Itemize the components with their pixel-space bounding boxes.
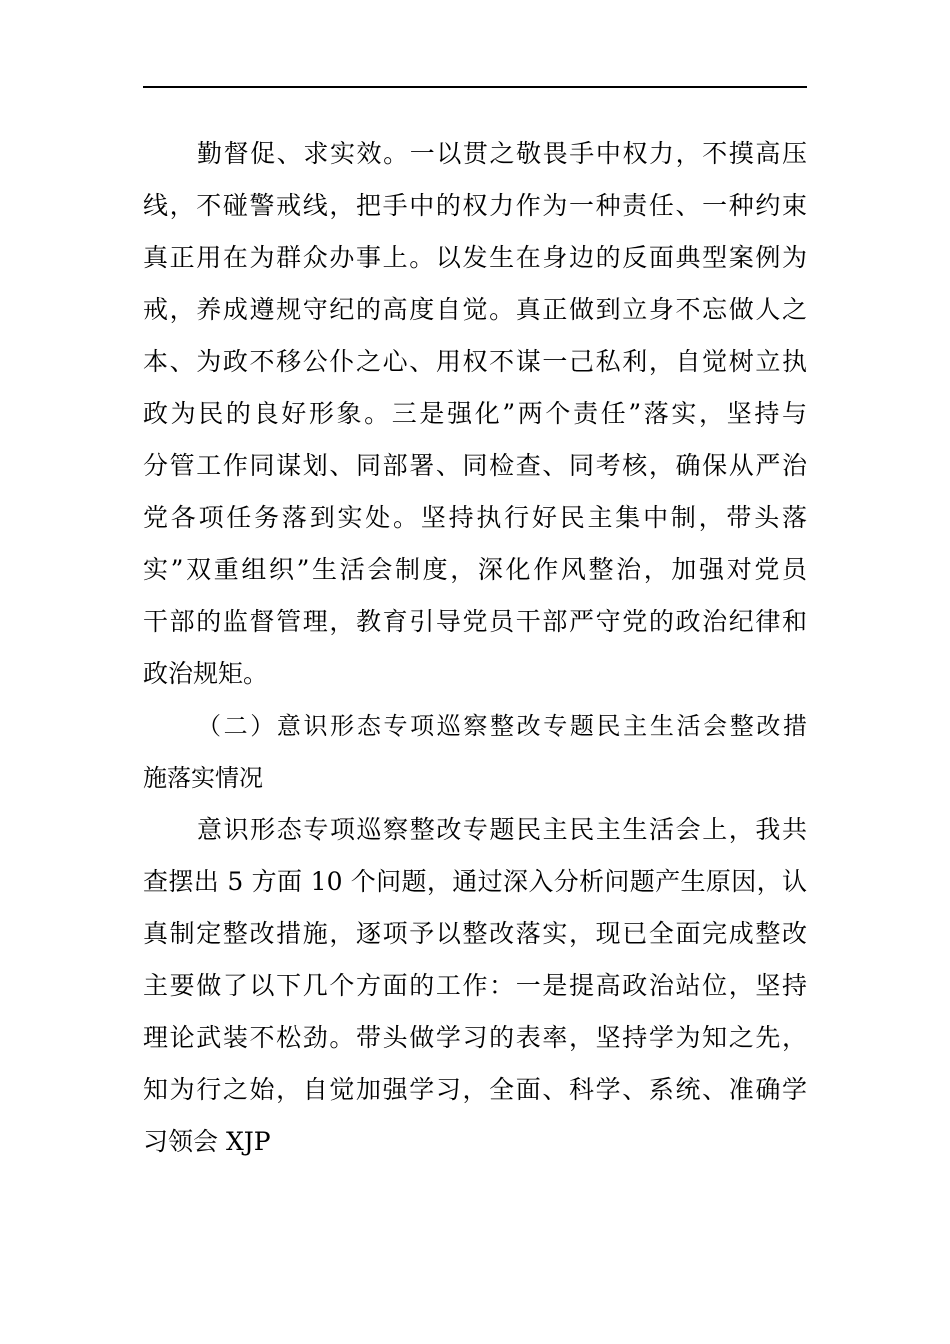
text-line: 政治规矩。 [143, 659, 269, 688]
paragraph-rectification [143, 804, 807, 1168]
text-line: 主要做了以下几个方面的工作：一是提高政治站位，坚持 [143, 971, 807, 1000]
text-line: 真正用在为群众办事上。以发生在身边的反面典型案例为 [143, 243, 807, 272]
header-rule [143, 86, 807, 88]
paragraph-discipline [143, 128, 807, 700]
text-line: 干部的监督管理，教育引导党员干部严守党的政治纪律和 [143, 607, 807, 636]
text-line: 实”双重组织”生活会制度，深化作风整治，加强对党员 [143, 555, 807, 584]
heading-line: 施落实情况 [143, 764, 263, 792]
text-line: 分管工作同谋划、同部署、同检查、同考核，确保从严治 [143, 451, 807, 480]
text-line: 勤督促、求实效。一以贯之敬畏手中权力，不摸高压 [197, 139, 807, 168]
document-body [143, 128, 807, 1168]
text-line: 真制定整改措施，逐项予以整改落实，现已全面完成整改 [143, 919, 807, 948]
text-line: 意识形态专项巡察整改专题民主民主生活会上，我共 [197, 815, 807, 844]
text-line: 党各项任务落到实处。坚持执行好民主集中制，带头落 [143, 503, 807, 532]
text-line: 理论武装不松劲。带头做学习的表率，坚持学为知之先， [143, 1023, 807, 1052]
text-line: 戒，养成遵规守纪的高度自觉。真正做到立身不忘做人之 [143, 295, 807, 324]
text-line: 知为行之始，自觉加强学习，全面、科学、系统、准确学 [143, 1075, 807, 1104]
text-line: 习领会 XJP [143, 1127, 271, 1156]
heading-line: （二）意识形态专项巡察整改专题民主生活会整改措 [197, 712, 807, 740]
text-line: 线，不碰警戒线，把手中的权力作为一种责任、一种约束 [143, 191, 807, 220]
text-line: 政为民的良好形象。三是强化”两个责任”落实，坚持与 [143, 399, 807, 428]
text-line: 查摆出 5 方面 10 个问题，通过深入分析问题产生原因，认 [143, 867, 807, 896]
section-heading [143, 700, 807, 804]
text-line: 本、为政不移公仆之心、用权不谋一己私利，自觉树立执 [143, 347, 807, 376]
